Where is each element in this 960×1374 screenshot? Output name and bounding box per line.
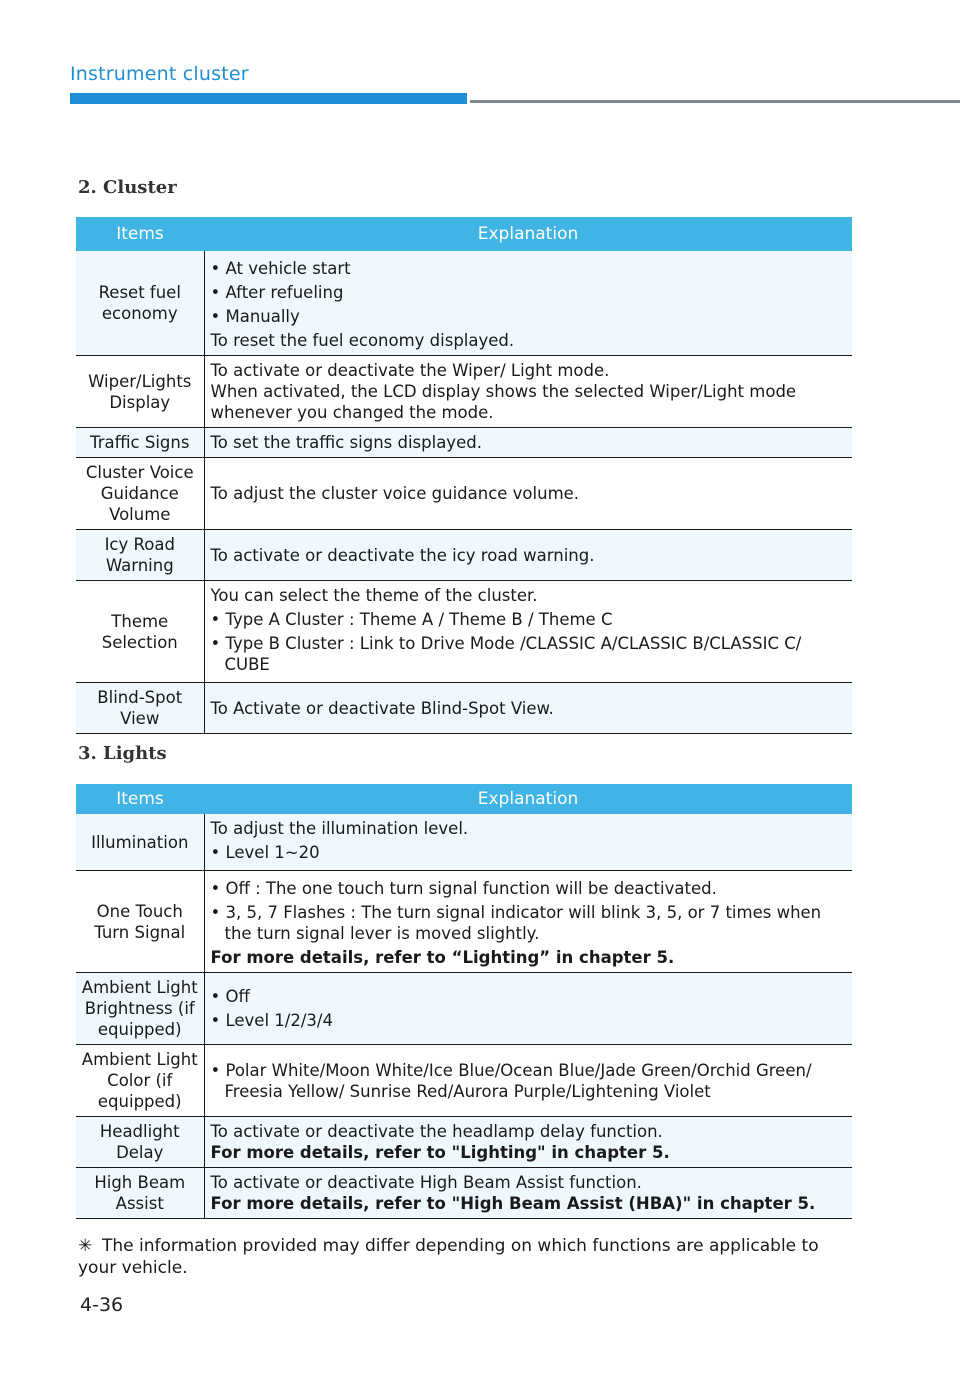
table-header-row <box>76 217 852 251</box>
explanation-cell <box>204 581 852 683</box>
explanation-line: To activate or deactivate the icy road warning. <box>210 545 595 565</box>
bullet-item: • Type A Cluster : Theme A / Theme B / Theme C <box>210 610 613 629</box>
bullet-item: • At vehicle start <box>210 259 351 278</box>
table-row <box>76 683 852 734</box>
item-cell: Theme Selection <box>76 581 204 683</box>
explanation-line: For more details, refer to "Lighting" in chapter 5. <box>210 1143 670 1162</box>
explanation-cell <box>204 973 852 1045</box>
explanation-cell <box>204 1045 852 1117</box>
footnote-text: The information provided may differ depending on which functions are applicable to your vehicle. <box>78 1236 819 1278</box>
column-header-explanation: Explanation <box>204 784 852 814</box>
explanation-line: To set the traffic signs displayed. <box>210 433 482 452</box>
explanation-cell <box>204 683 852 734</box>
explanation-line: For more details, refer to "High Beam Assist (HBA)" in chapter 5. <box>210 1194 816 1213</box>
item-cell: Reset fuel economy <box>76 251 204 356</box>
item-cell: Traffic Signs <box>76 428 204 458</box>
bullet-item: • Type B Cluster : Link to Drive Mode /CLASSIC A/CLASSIC B/CLASSIC C/ CUBE <box>210 634 802 674</box>
table-header-row <box>76 784 852 814</box>
bullet-item: • Polar White/Moon White/Ice Blue/Ocean Blue/Jade Green/Orchid Green/ Freesia Yellow/ Sunrise Red/Aurora Purple/Lightening Violet <box>210 1060 812 1101</box>
section-heading-lights: 3. Lights <box>78 743 167 764</box>
header-bar-rule <box>470 100 960 103</box>
explanation-cell <box>204 814 852 871</box>
explanation-line: To adjust the illumination level. <box>210 819 469 838</box>
explanation-line: To activate or deactivate High Beam Assist function. <box>210 1173 642 1192</box>
header-bar-accent <box>70 93 467 104</box>
bullet-item: • Off : The one touch turn signal function will be deactivated. <box>210 879 717 898</box>
item-cell: Ambient Light Brightness (if equipped) <box>76 973 204 1045</box>
table-row <box>76 871 852 973</box>
table-row <box>76 458 852 530</box>
bullet-item: • Manually <box>210 307 300 326</box>
explanation-cell <box>204 871 852 973</box>
bullet-item: • Level 1/2/3/4 <box>210 1011 333 1030</box>
item-cell: High Beam Assist <box>76 1168 204 1219</box>
table-row <box>76 428 852 458</box>
table-row <box>76 356 852 428</box>
explanation-line: You can select the theme of the cluster. <box>210 586 538 605</box>
explanation-cell <box>204 530 852 581</box>
table-row <box>76 1045 852 1117</box>
table-row <box>76 530 852 581</box>
explanation-line: To activate or deactivate the Wiper/ Light mode. <box>210 361 610 380</box>
column-header-items: Items <box>76 784 204 814</box>
explanation-cell <box>204 1117 852 1168</box>
explanation-line: To reset the fuel economy displayed. <box>210 331 515 350</box>
item-cell: Icy Road Warning <box>76 530 204 581</box>
explanation-line: To activate or deactivate the headlamp delay function. <box>210 1122 663 1141</box>
explanation-cell <box>204 251 852 356</box>
explanation-cell <box>204 458 852 530</box>
item-cell: Illumination <box>76 814 204 871</box>
explanation-cell <box>204 428 852 458</box>
explanation-line: When activated, the LCD display shows the selected Wiper/Light mode whenever you changed the mode. <box>210 382 797 422</box>
footnote <box>78 1235 838 1279</box>
explanation-line: For more details, refer to “Lighting” in chapter 5. <box>210 948 675 967</box>
table-row <box>76 581 852 683</box>
item-cell: Blind-Spot View <box>76 683 204 734</box>
section-heading-cluster: 2. Cluster <box>78 177 177 198</box>
item-cell: Wiper/Lights Display <box>76 356 204 428</box>
item-cell: Cluster Voice Guidance Volume <box>76 458 204 530</box>
asterisk-icon: ✳ <box>78 1236 93 1256</box>
explanation-line: To adjust the cluster voice guidance volume. <box>210 484 580 503</box>
explanation-cell <box>204 356 852 428</box>
bullet-item: • Level 1~20 <box>210 843 320 862</box>
bullet-item: • After refueling <box>210 283 344 302</box>
table-row <box>76 251 852 356</box>
item-cell: One Touch Turn Signal <box>76 871 204 973</box>
column-header-items: Items <box>76 217 204 251</box>
table-row <box>76 1168 852 1219</box>
header-title: Instrument cluster <box>70 63 249 85</box>
bullet-item: • 3, 5, 7 Flashes : The turn signal indicator will blink 3, 5, or 7 times when the turn signal lever is moved slightly. <box>210 903 822 943</box>
bullet-item: • Off <box>210 987 250 1006</box>
explanation-line: To Activate or deactivate Blind-Spot View. <box>210 698 554 718</box>
item-cell: Ambient Light Color (if equipped) <box>76 1045 204 1117</box>
explanation-cell <box>204 1168 852 1219</box>
cluster-table <box>76 217 852 734</box>
table-row <box>76 814 852 871</box>
page-number: 4-36 <box>80 1294 124 1316</box>
column-header-explanation: Explanation <box>204 217 852 251</box>
item-cell: Headlight Delay <box>76 1117 204 1168</box>
table-row <box>76 1117 852 1168</box>
table-row <box>76 973 852 1045</box>
lights-table <box>76 784 852 1219</box>
